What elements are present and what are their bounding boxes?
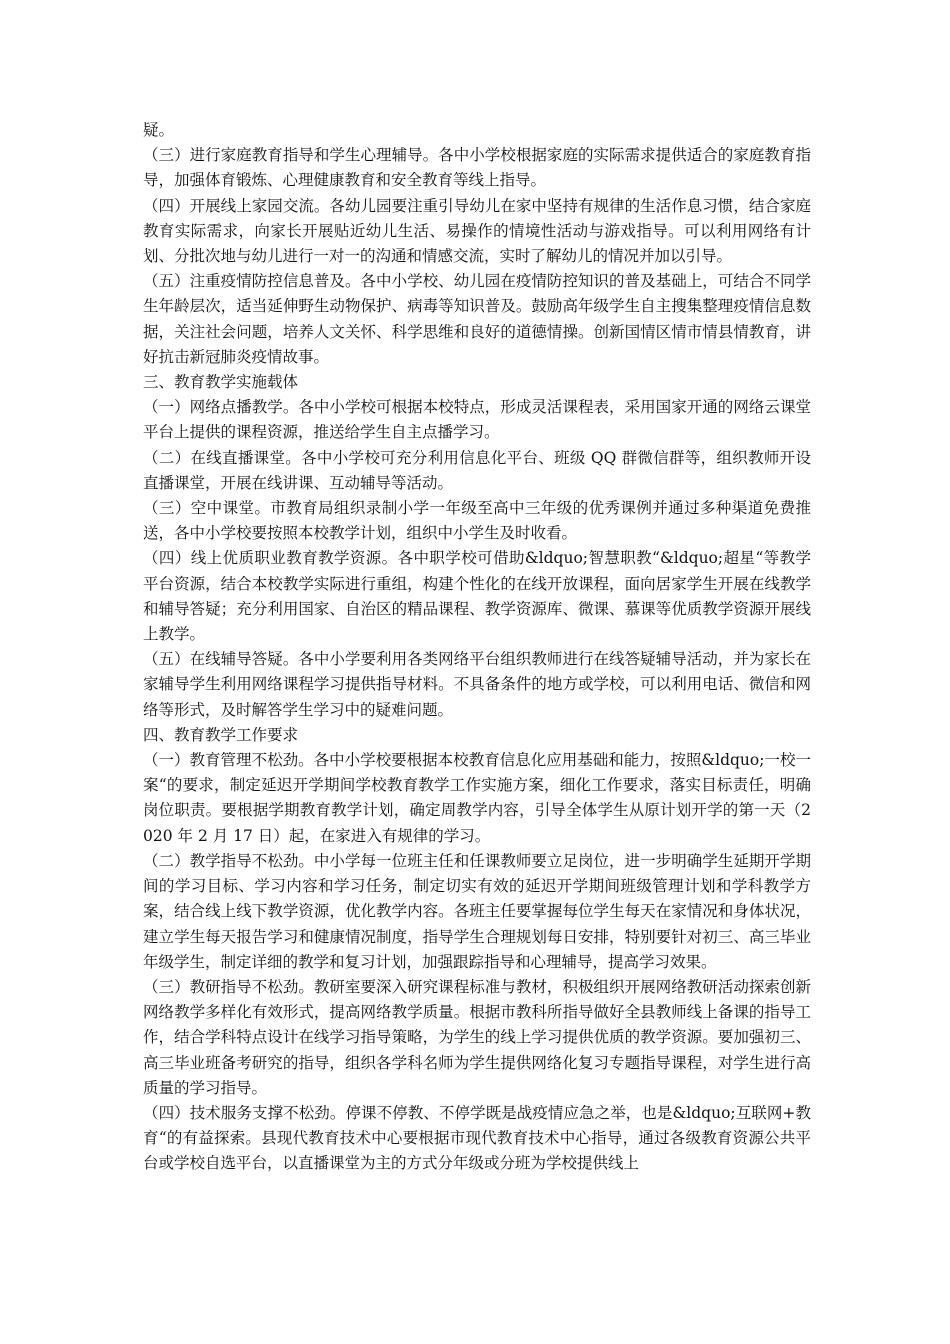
- paragraph: 疑。: [143, 121, 175, 139]
- paragraph: （五）注重疫情防控信息普及。各中小学校、幼儿园在疫情防控知识的普及基础上，可结合不同学生年龄层次，适当延伸野生动物保护、病毒等知识普及。鼓励高年级学生自主搜集整理疫情信息数据，关注社会问题，培养人文关怀、科学思维和良好的道德情操。创新国情区情市情县情教育，讲好抗击新冠肺炎疫情故事。: [143, 272, 811, 366]
- paragraph: （二）教学指导不松劲。中小学每一位班主任和任课教师要立足岗位，进一步明确学生延期开学期间的学习目标、学习内容和学习任务，制定切实有效的延迟开学期间班级管理计划和学科教学方案，结合线上线下教学资源，优化教学内容。各班主任要掌握每位学生每天在家情况和身体状况，建立学生每天报告学习和健康情况制度，指导学生合理规划每日安排，特别要针对初三、高三毕业年级学生，制定详细的教学和复习计划，加强跟踪指导和心理辅导，提高学习效果。: [143, 851, 811, 971]
- paragraph: （四）开展线上家园交流。各幼儿园要注重引导幼儿在家中坚持有规律的生活作息习惯，结合家庭教育实际需求，向家长开展贴近幼儿生活、易操作的情境性活动与游戏指导。可以利用网络有计划、分批次地与幼儿进行一对一的沟通和情感交流，实时了解幼儿的情况并加以引导。: [143, 196, 811, 266]
- paragraph: （二）在线直播课堂。各中小学校可充分利用信息化平台、班级 QQ 群微信群等，组织教师开设直播课堂，开展在线讲课、互动辅导等活动。: [143, 448, 811, 492]
- section-heading: 四、教育教学工作要求: [143, 725, 299, 744]
- paragraph: （四）技术服务支撑不松劲。停课不停教、不停学既是战疫情应急之举，也是&ldquo;互联网+教育“的有益探索。县现代教育技术中心要根据市现代教育技术中心指导，通过各级教育资源公共平台或学校自选平台，以直播课堂为主的方式分年级或分班为学校提供线上: [143, 1103, 811, 1173]
- section-heading: 三、教育教学实施载体: [143, 373, 299, 392]
- paragraph: （三）空中课堂。市教育局组织录制小学一年级至高中三年级的优秀课例并通过多种渠道免费推送，各中小学校要按照本校教学计划，组织中小学生及时收看。: [143, 499, 811, 543]
- document-body: [143, 118, 811, 1177]
- paragraph: （三）教研指导不松劲。教研室要深入研究课程标准与教材，积极组织开展网络教研活动探索创新网络教学多样化有效形式，提高网络教学质量。根据市教科所指导做好全县教师线上备课的指导工作，结合学科特点设计在线学习指导策略，为学生的线上学习提供优质的教学资源。要加强初三、高三毕业班备考研究的指导，组织各学科名师为学生提供网络化复习专题指导课程，对学生进行高质量的学习指导。: [143, 977, 811, 1097]
- paragraph: （五）在线辅导答疑。各中小学要利用各类网络平台组织教师进行在线答疑辅导活动，并为家长在家辅导学生利用网络课程学习提供指导材料。不具备条件的地方或学校，可以利用电话、微信和网络等形式，及时解答学生学习中的疑难问题。: [143, 650, 811, 719]
- paragraph: （一）网络点播教学。各中小学校可根据本校特点，形成灵活课程表，采用国家开通的网络云课堂平台上提供的课程资源，推送给学生自主点播学习。: [143, 398, 811, 442]
- paragraph: （一）教育管理不松劲。各中小学校要根据本校教育信息化应用基础和能力，按照&ldquo;一校一案“的要求，制定延迟开学期间学校教育教学工作实施方案，细化工作要求，落实目标责任，明确岗位职责。要根据学期教育教学计划，确定周教学内容，引导全体学生从原计划开学的第一天（2020 年 2 月 17 日）起，在家进入有规律的学习。: [143, 751, 811, 845]
- paragraph: （三）进行家庭教育指导和学生心理辅导。各中小学校根据家庭的实际需求提供适合的家庭教育指导，加强体育锻炼、心理健康教育和安全教育等线上指导。: [143, 146, 811, 190]
- paragraph: （四）线上优质职业教育教学资源。各中职学校可借助&ldquo;智慧职教“&ldquo;超星“等教学平台资源，结合本校教学实际进行重组，构建个性化的在线开放课程，面向居家学生开展在线教学和辅导答疑；充分利用国家、自治区的精品课程、教学资源库、微课、慕课等优质教学资源开展线上教学。: [143, 549, 811, 644]
